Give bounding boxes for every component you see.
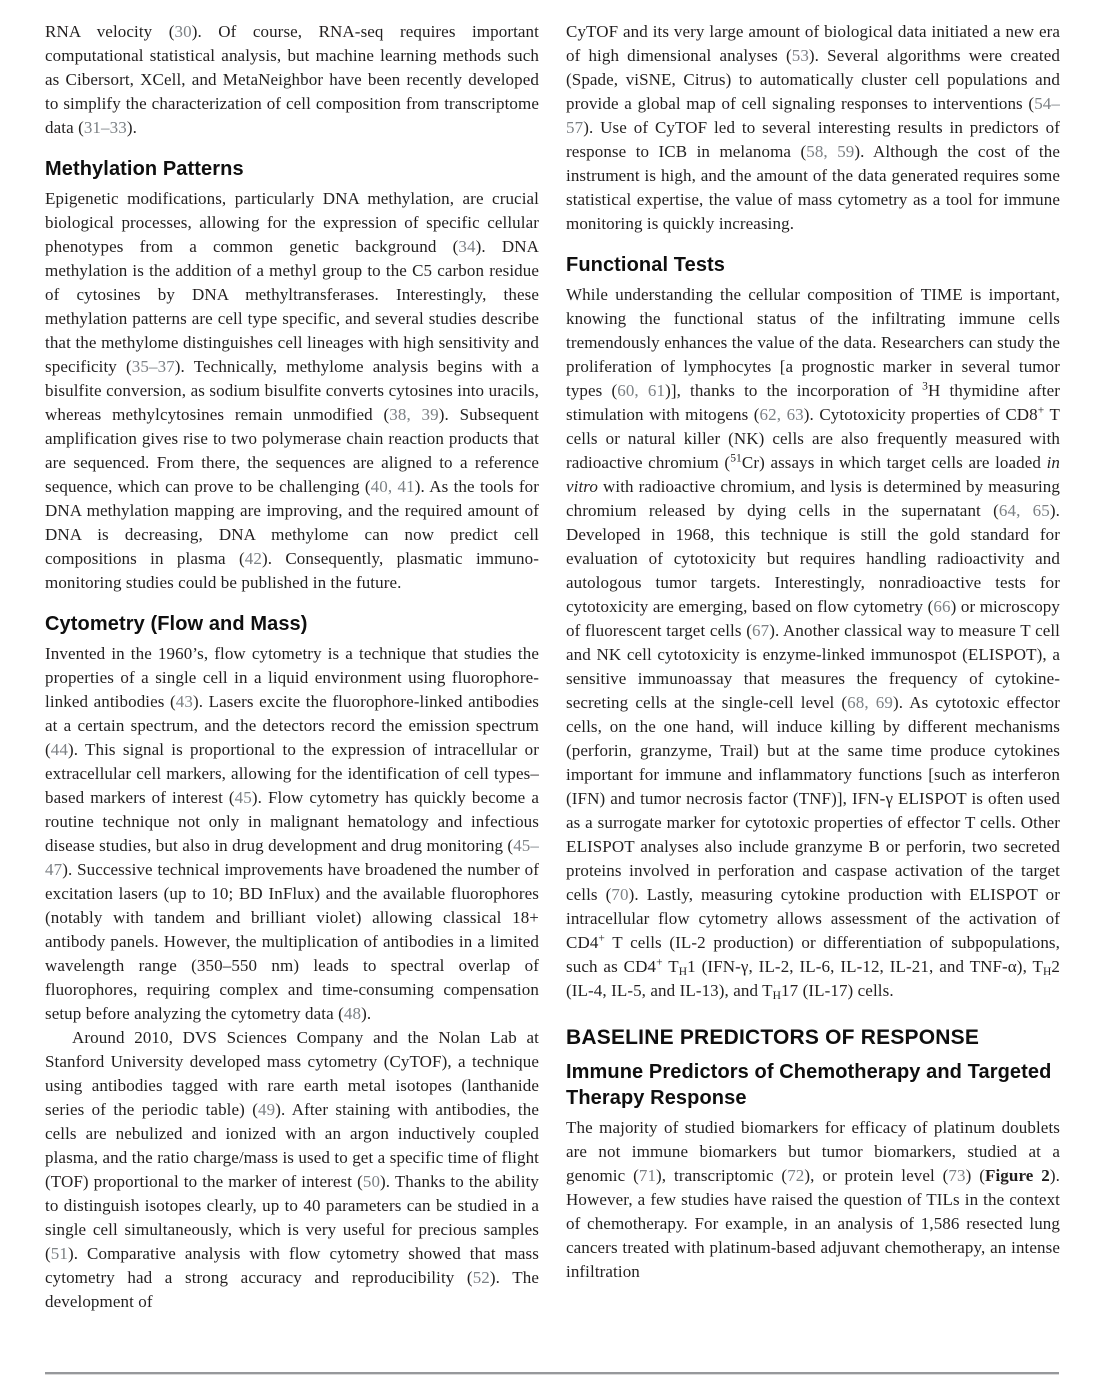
- italic-text: in vitro: [566, 453, 1060, 496]
- citation-link[interactable]: 53: [791, 46, 809, 65]
- paragraph: Around 2010, DVS Sciences Company and the Nolan Lab at Stanford University developed mass cytometry (CyTOF), a technique using antibodies tagged with rare earth metal isotopes (lanthanide series of the periodic table) (49). After staining with antibodies, the cells are nebulized and ionized with an argon inductively coupled plasma, and the ratio charge/mass is used to get a specific time of flight (TOF) proportional to the marker of interest (50). Thanks to the ability to distinguish isotopes clearly, up to 40 parameters can be studied in a single cell simultaneously, which is very useful for precious samples (51). Comparative analysis with flow cytometry showed that mass cytometry had a strong accuracy and reproducibility (52). The development of: [45, 1028, 540, 1311]
- paragraph: While understanding the cellular composition of TIME is important, knowing the functional status of the infiltrating immune cells tremendously enhances the value of the data. Researchers can study the proliferation of lymphocytes [a prognostic marker in several tumor types (60, 61)], thanks to the incorporation of $^3$H thymidine after stimulation with mitogens (62, 63). Cytotoxicity properties of CD8+ T cells or natural killer (NK) cells are also frequently measured with radioactive chromium ($^{51}$Cr) assays in which target cells are loaded in vitro with radioactive chromium, and lysis is determined by measuring chromium released by dying cells in the supernatant (64, 65). Developed in 1968, this technique is still the gold standard for evaluation of cytotoxicity but requires handling radioactivity and autologous tumor targets. Interestingly, nonradioactive tests for cytotoxicity are emerging, based on flow cytometry (66) or microscopy of fluorescent target cells (67). Another classical way to measure T cell and NK cell cytotoxicity is enzyme-linked immunospot (ELISPOT), a sensitive immunoassay that measures the frequency of cytokine-secreting cells at the single-cell level (68, 69). As cytotoxic effector cells, on the one hand, will induce killing by different mechanisms (perforin, granzyme, Trail) but at the same time produce cytokines important for immune and inflammatory functions [such as interferon (IFN) and tumor necrosis factor (TNF)], IFN-γ ELISPOT is often used as a surrogate marker for cytotoxic properties of effector T cells. Other ELISPOT analyses also include granzyme B or perforin, two secreted proteins involved in perforation and caspase activation of the target cells (70). Lastly, measuring cytokine production with ELISPOT or intracellular flow cytometry allows assessment of the activation of CD4+ T cells (IL-2 production) or differentiation of subpopulations, such as CD4+ $T_H1$ (IFN-γ, IL-2, IL-6, IL-12, IL-21, and TNF-α), $T_H2$ (IL-4, IL-5, and IL-13), and $T_H17$ (IL-17) cells.: [566, 285, 1061, 1002]
- citation-link[interactable]: 42: [244, 549, 262, 568]
- subscript: H: [1042, 966, 1052, 978]
- citation-link[interactable]: 68, 69: [847, 693, 893, 712]
- citation-link[interactable]: 48: [343, 1004, 362, 1023]
- citation-link[interactable]: 66: [933, 597, 951, 616]
- citation-link[interactable]: 44: [50, 740, 68, 759]
- citation-link[interactable]: 51: [50, 1244, 68, 1263]
- citation-link[interactable]: 67: [752, 621, 770, 640]
- citation-link[interactable]: 43: [175, 692, 193, 711]
- citation-link[interactable]: 58, 59: [806, 142, 855, 161]
- subsection-heading: Methylation Patterns: [45, 158, 244, 180]
- citation-link[interactable]: 38, 39: [389, 405, 439, 424]
- superscript: +: [656, 956, 663, 969]
- citation-link[interactable]: 70: [611, 885, 629, 904]
- citation-link[interactable]: 62, 63: [759, 405, 804, 424]
- citation-link[interactable]: 60, 61: [617, 381, 666, 400]
- bold-text: Figure 2: [984, 1166, 1050, 1185]
- superscript: 3: [922, 380, 928, 393]
- paragraph: CyTOF and its very large amount of biological data initiated a new era of high dimensional analyses (53). Several algorithms were created (Spade, viSNE, Citrus) to automatically cluster cell populations and provide a global map of cell signaling responses to interventions (54–57). Use of CyTOF led to several interesting results in predictors of response to ICB in melanoma (58, 59). Although the cost of the instrument is high, and the amount of the data generated requires some statistical expertise, the value of mass cytometry as a tool for immune monitoring is quickly increasing.: [566, 22, 1060, 233]
- citation-link[interactable]: 49: [258, 1100, 276, 1119]
- citation-link[interactable]: 52: [472, 1268, 490, 1287]
- subscript: H: [678, 966, 688, 978]
- superscript: +: [598, 932, 606, 945]
- citation-link[interactable]: 40, 41: [370, 477, 415, 496]
- subsection-heading: Immune Predictors of Chemotherapy and Targeted Therapy Response: [566, 1061, 1052, 1109]
- citation-link[interactable]: 50: [362, 1172, 381, 1191]
- superscript: 51: [730, 452, 742, 465]
- paragraph: RNA velocity (30). Of course, RNA-seq requires important computational statistical analysis, but machine learning methods such as Cibersort, XCell, and MetaNeighbor have been recently developed to simplify the characterization of cell composition from transcriptome data (31–33).: [45, 22, 539, 137]
- citation-link[interactable]: 34: [458, 237, 476, 256]
- subsection-heading: Cytometry (Flow and Mass): [45, 613, 308, 635]
- citation-link[interactable]: 45–47: [45, 836, 539, 879]
- left-column: [45, 20, 539, 1314]
- right-column: [566, 20, 1060, 1314]
- paragraph: Invented in the 1960’s, flow cytometry is a technique that studies the properties of a single cell in a liquid environment using fluorophore-linked antibodies (43). Lasers excite the fluorophore-linked antibodies at a certain spectrum, and the detectors record the emission spectrum (44). This signal is proportional to the expression of intracellular or extracellular cell markers, allowing for the identification of cell types–based markers of interest (45). Flow cytometry has quickly become a routine technique not only in malignant hematology and infectious disease studies, but also in drug development and drug monitoring (45–47). Successive technical improvements have broadened the number of excitation lasers (up to 10; BD InFlux) and the available fluorophores (notably with tandem and brilliant violet) allowing classical 18+ antibody panels. However, the multiplication of antibodies in a limited wavelength range (350–550 nm) leads to spectral overlap of fluorophores, requiring complex and time-consuming compensation setup before analyzing the cytometry data (48).: [45, 644, 539, 1023]
- citation-link[interactable]: 30: [174, 22, 192, 41]
- citation-link[interactable]: 45: [234, 788, 252, 807]
- section-heading: BASELINE PREDICTORS OF RESPONSE: [566, 1026, 980, 1049]
- footer-divider: [45, 1372, 1059, 1374]
- paragraph: Epigenetic modifications, particularly DNA methylation, are crucial biological processes, allowing for the expression of specific cellular phenotypes from a common genetic background (34). DNA methylation is the addition of a methyl group to the C5 carbon residue of cytosines by DNA methyltransferases. Interestingly, these methylation patterns are cell type specific, and several studies describe that the methylome distinguishes cell lineages with high sensitivity and specificity (35–37). Technically, methylome analysis begins with a bisulfite conversion, as sodium bisulfite converts cytosines into uracils, whereas methylcytosines remain unmodified (38, 39). Subsequent amplification gives rise to two polymerase chain reaction products that are sequenced. From there, the sequences are aligned to a reference sequence, which can prove to be challenging (40, 41). As the tools for DNA methylation mapping are improving, and the required amount of DNA is decreasing, DNA methylome can now predict cell compositions in plasma (42). Consequently, plasmatic immuno-monitoring studies could be published in the future.: [45, 189, 539, 592]
- citation-link[interactable]: 54–57: [566, 94, 1060, 137]
- superscript: +: [1037, 404, 1045, 417]
- citation-link[interactable]: 35–37: [131, 357, 175, 376]
- subscript: H: [772, 990, 782, 1002]
- citation-link[interactable]: 64, 65: [998, 501, 1050, 520]
- citation-link[interactable]: 72: [787, 1166, 805, 1185]
- subsection-heading: Functional Tests: [566, 254, 726, 276]
- citation-link[interactable]: 71: [638, 1166, 657, 1185]
- citation-link[interactable]: 31–33: [83, 118, 127, 137]
- paragraph: The majority of studied biomarkers for efficacy of platinum doublets are not immune biomarkers but tumor biomarkers, studied at a genomic (71), transcriptomic (72), or protein level (73) (Figure 2). However, a few studies have raised the question of TILs in the context of chemotherapy. For example, in an analysis of 1,586 resected lung cancers treated with platinum-based adjuvant chemotherapy, an intense infiltration: [566, 1118, 1060, 1281]
- citation-link[interactable]: 73: [948, 1166, 966, 1185]
